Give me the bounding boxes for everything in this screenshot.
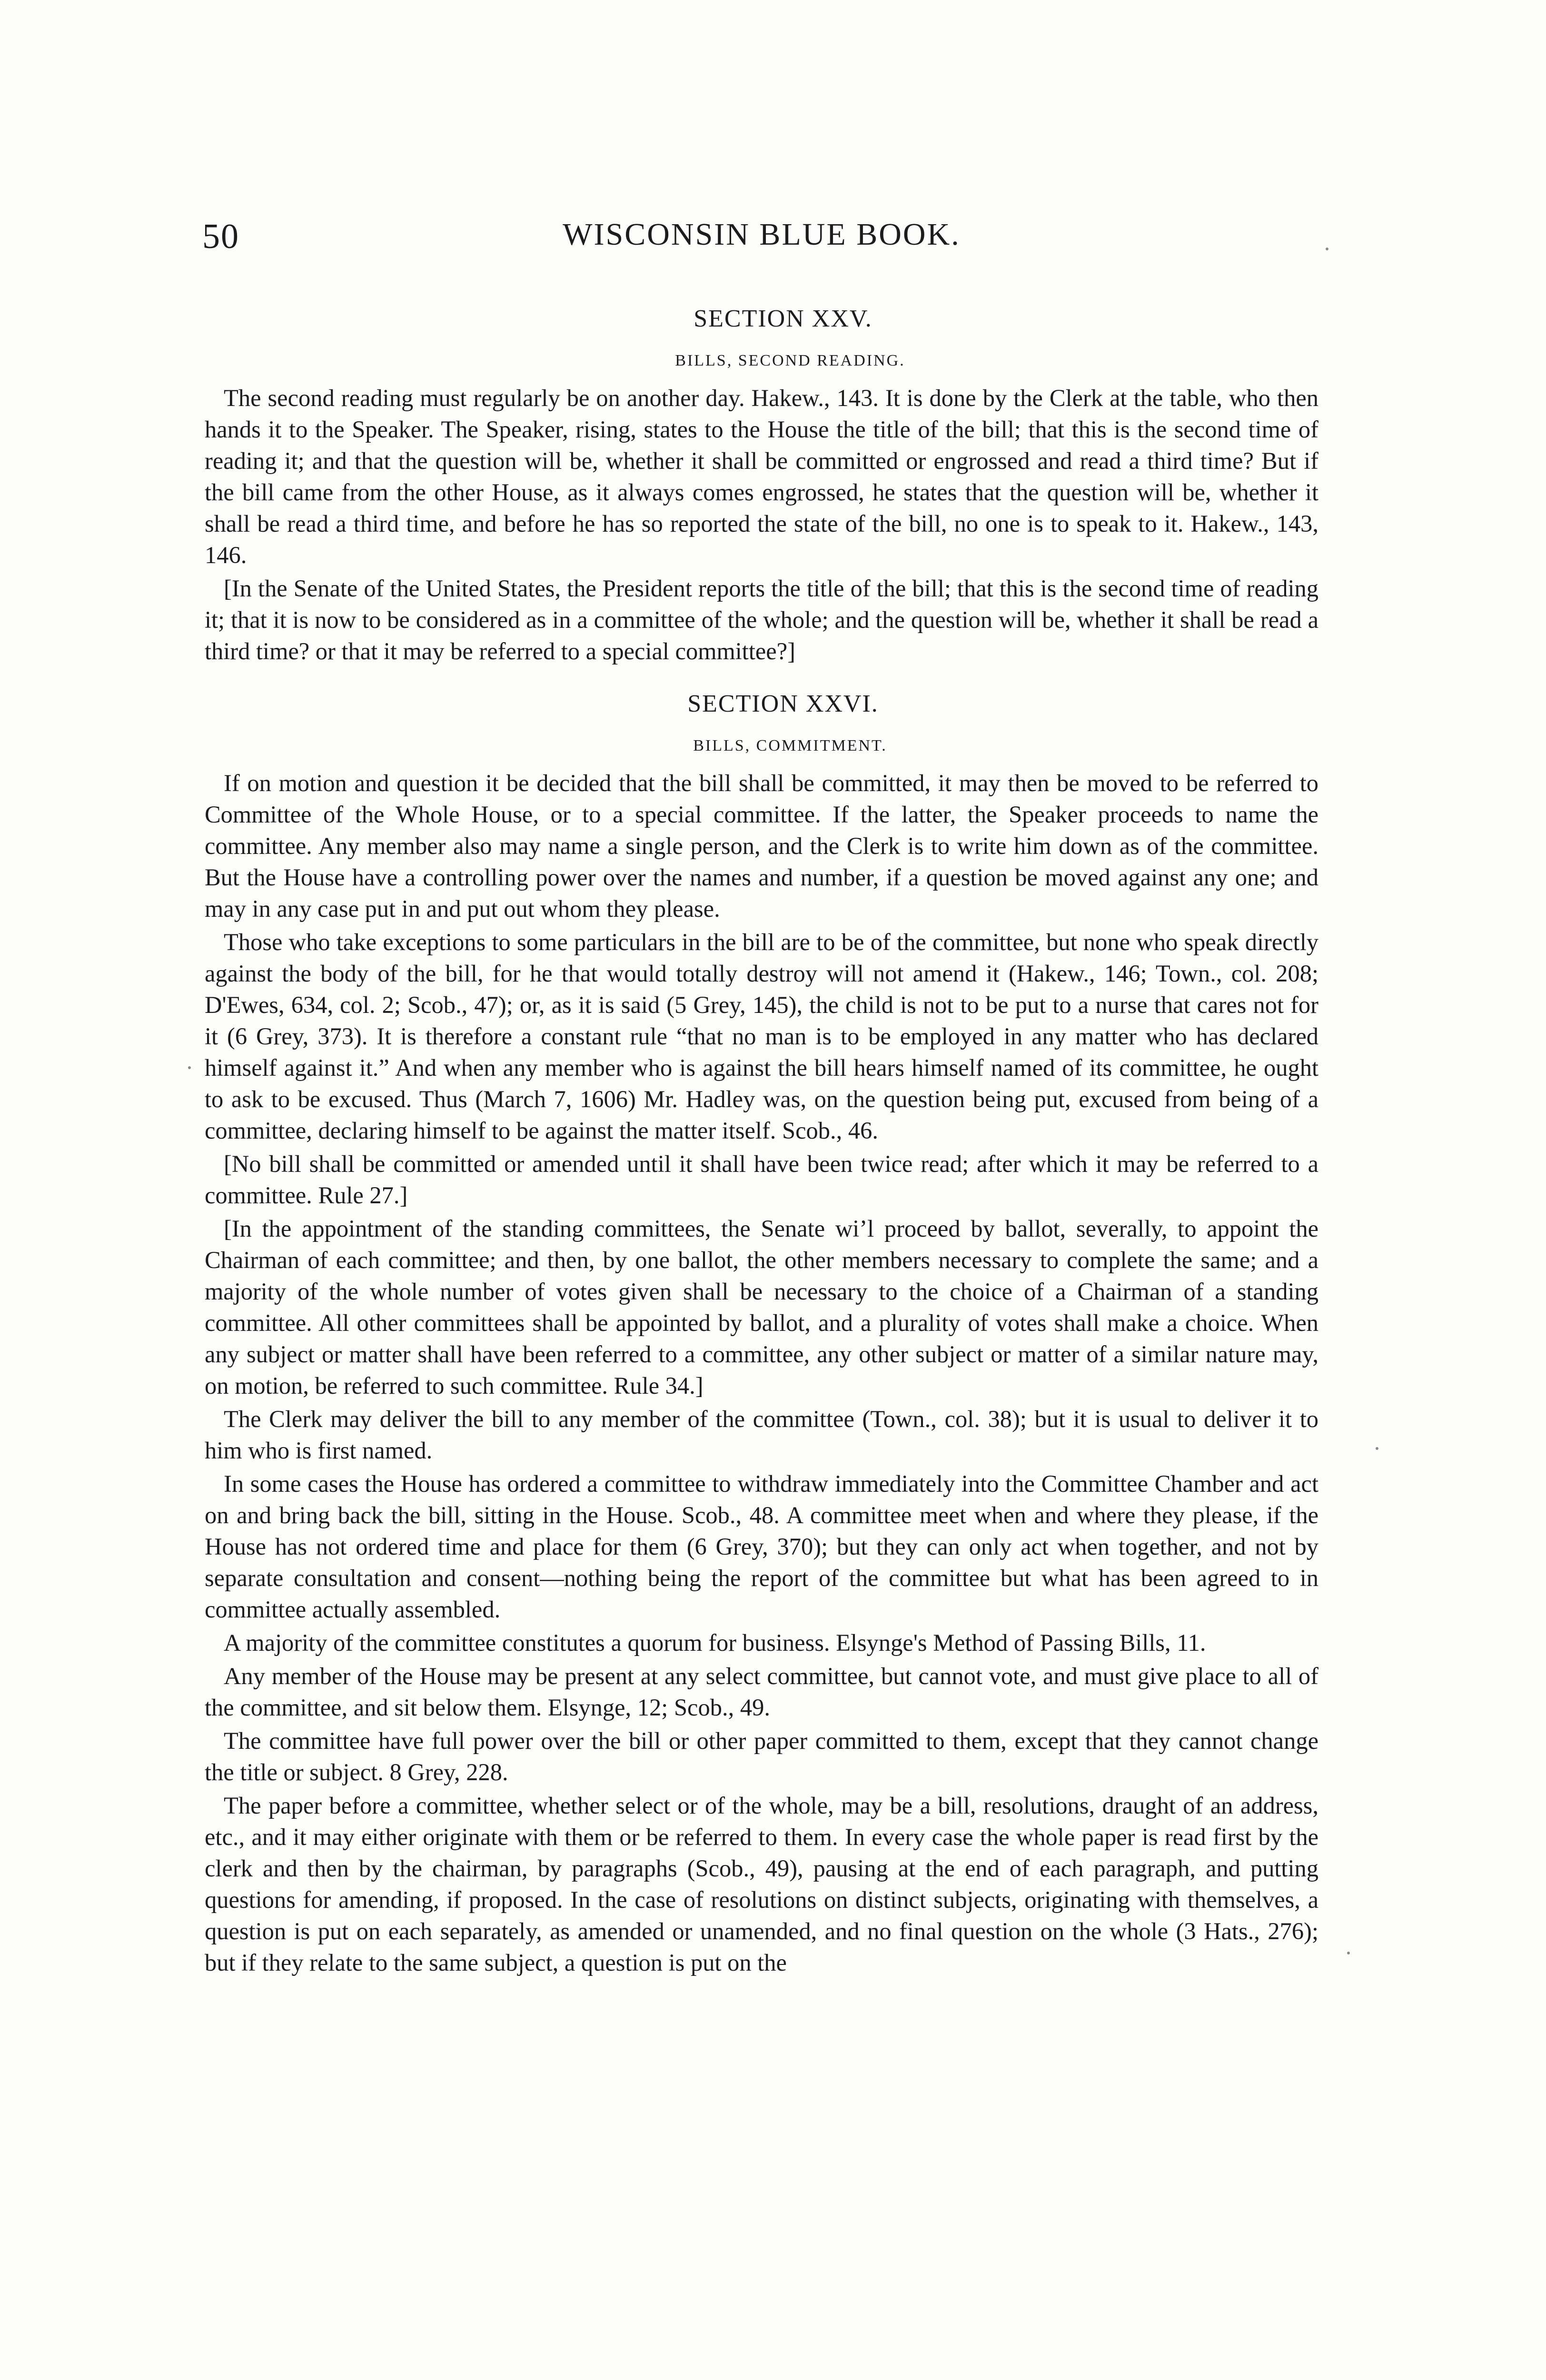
paragraph: The second reading must regularly be on another day. Hakew., 143. It is done by the Clerk at the table, who then hands it to the Speaker. The Speaker, rising, states to the House the title of the bill; that this is the second time of reading it; and that the question will be, whether it shall be committed or engrossed and read a third time? But if the bill came from the other House, as it always comes engrossed, he states that the question will be, whether it shall be read a third time, and before he has so reported the state of the bill, no one is to speak to it. Hakew., 143, 146. <box>205 385 1318 568</box>
paragraph: The Clerk may deliver the bill to any member of the committee (Town., col. 38); but it is usual to deliver it to him who is first named. <box>205 1406 1318 1464</box>
running-head <box>202 217 1321 269</box>
paragraph: Those who take exceptions to some particulars in the bill are to be of the committee, but none who speak directly against the body of the bill, for he that would totally destroy will not amend it (Hakew., 146; Town., col. 208; D'Ewes, 634, col. 2; Scob., 47); or, as it is said (5 Grey, 145), the child is not to be put to a nurse that cares not for it (6 Grey, 373). It is therefore a constant rule “that no man is to be employed in any matter who has declared himself against it.” And when any member who is against the bill hears himself named of its committee, he ought to ask to be excused. Thus (March 7, 1606) Mr. Hadley was, on the question being put, excused from being of a committee, declaring himself to be against the matter itself. Scob., 46. <box>205 929 1318 1144</box>
scan-speck <box>188 1066 191 1069</box>
paragraph: [In the Senate of the United States, the President reports the title of the bill; that this is the second time of reading it; that it is now to be considered as in a committee of the whole; and the question will be, whether it shall be read a third time? or that it may be referred to a special committee?] <box>205 575 1318 664</box>
section-subheading: BILLS, COMMITMENT. <box>693 737 887 754</box>
section-xxvi <box>205 690 1318 1978</box>
book-title: WISCONSIN BLUE BOOK. <box>563 217 961 252</box>
page-number: 50 <box>202 217 239 256</box>
section-heading: SECTION XXV. <box>694 305 872 332</box>
paragraph: [No bill shall be committed or amended until it shall have been twice read; after which it may be referred to a committee. Rule 27.] <box>205 1150 1318 1209</box>
section-subheading: BILLS, SECOND READING. <box>675 352 905 369</box>
scan-speck <box>1376 1447 1378 1450</box>
paragraph: A majority of the committee constitutes a quorum for business. Elsynge's Method of Passing Bills, 11. <box>224 1629 1206 1656</box>
paragraph: Any member of the House may be present at any select committee, but cannot vote, and must give place to all of the committee, and sit below them. Elsynge, 12; Scob., 49. <box>205 1663 1318 1721</box>
paragraph: If on motion and question it be decided that the bill shall be committed, it may then be moved to be referred to Committee of the Whole House, or to a special committee. If the latter, the Speaker proceeds to name the committee. Any member also may name a single person, and the Clerk is to write him down as of the committee. But the House have a controlling power over the names and number, if a question be moved against any one; and may in any case put in and put out whom they please. <box>205 770 1318 922</box>
section-heading: SECTION XXVI. <box>687 690 879 717</box>
paragraph: In some cases the House has ordered a committee to withdraw immediately into the Committee Chamber and act on and bring back the bill, sitting in the House. Scob., 48. A committee meet when and where they please, if the House has not ordered time and place for them (6 Grey, 370); but they can only act when together, and not by separate consultation and consent—nothing being the report of the committee but what has been agreed to in committee actually assembled. <box>205 1470 1318 1623</box>
scan-speck <box>1347 1952 1350 1954</box>
scan-speck <box>1326 248 1328 250</box>
section-xxv <box>205 305 1318 667</box>
paragraph: The paper before a committee, whether select or of the whole, may be a bill, resolutions, draught of an address, etc., and it may either originate with them or be referred to them. In every case the whole paper is read first by the clerk and then by the chairman, by paragraphs (Scob., 49), pausing at the end of each paragraph, and putting questions for amending, if proposed. In the case of resolutions on distinct subjects, originating with themselves, a question is put on each separately, as amended or unamended, and no final question on the whole (3 Hats., 276); but if they relate to the same subject, a question is put on the <box>205 1792 1318 1976</box>
page-body <box>205 305 1318 1980</box>
paragraph: The committee have full power over the bill or other paper committed to them, except that they cannot change the title or subject. 8 Grey, 228. <box>205 1727 1318 1785</box>
paragraph: [In the appointment of the standing committees, the Senate wiʼl proceed by ballot, severally, to appoint the Chairman of each committee; and then, by one ballot, the other members necessary to complete the same; and a majority of the whole number of votes given shall be necessary to the choice of a Chairman of a standing committee. All other committees shall be appointed by ballot, and a plurality of votes shall make a choice. When any subject or matter shall have been referred to a committee, any other subject or matter of a similar nature may, on motion, be referred to such committee. Rule 34.] <box>205 1215 1318 1399</box>
